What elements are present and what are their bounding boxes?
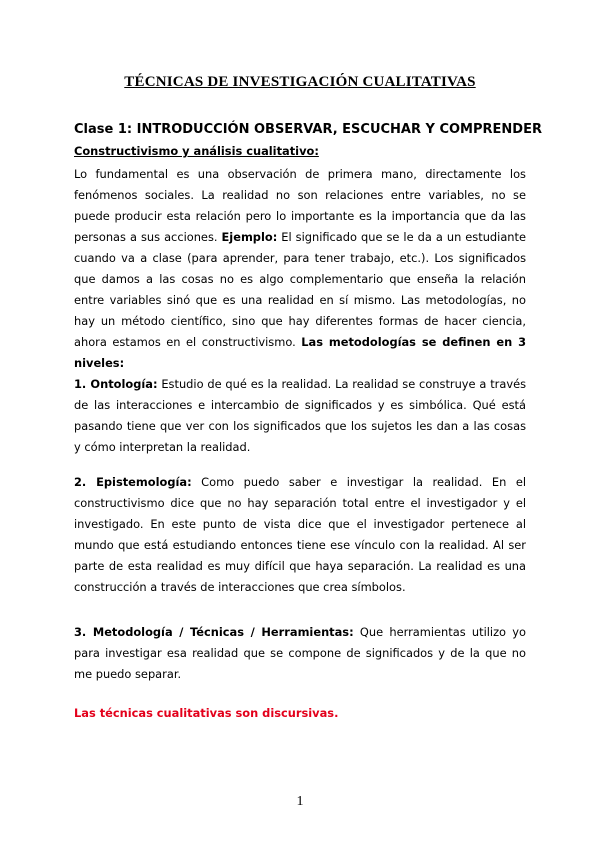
methodology-paragraph <box>74 622 526 685</box>
epistemology-paragraph <box>74 472 526 598</box>
class-heading: Clase 1: INTRODUCCIÓN OBSERVAR, ESCUCHAR Y COMPRENDER <box>74 122 542 137</box>
epistemology-text: Como puedo saber e investigar la realidad. En el constructivismo dice que no hay separación total entre el investigador y el investigado. En este punto de vista dice que el investigador pertenece al mundo que está estudiando entonces tiene ese vínculo con la realidad. Al ser parte de esta realidad es muy difícil que haya separación. La realidad es una construcción a través de interacciones que crea símbolos. <box>74 475 526 594</box>
epistemology-label: 2. Epistemología: <box>74 475 192 489</box>
intro-text-2: El significado que se le da a un estudiante cuando va a clase (para aprender, para tener trabajo, etc.). Los significados que damos a las cosas no es algo complementario que enseña la relación entre variables sinó que es una realidad en sí mismo. Las metodologías, no hay un método científico, sino que hay diferentes formas de hacer ciencia, ahora estamos en el constructivismo. <box>74 230 526 349</box>
ontology-label: 1. Ontología: <box>74 377 158 391</box>
intro-text-1: Lo fundamental es una observación de primera mano, directamente los fenómenos sociales. La realidad no son relaciones entre variables, no se puede producir esta relación pero lo importante es la importancia que da las personas a sus acciones. <box>74 167 526 244</box>
document-title: TÉCNICAS DE INVESTIGACIÓN CUALITATIVAS <box>124 74 476 90</box>
methodology-label: 3. Metodología / Técnicas / Herramientas: <box>74 625 354 639</box>
section-subheading: Constructivismo y análisis cualitativo: <box>74 144 319 158</box>
closing-statement: Las técnicas cualitativas son discursivas. <box>74 706 339 720</box>
ontology-text: Estudio de qué es la realidad. La realidad se construye a través de las interacciones e intercambio de significados y es simbólica. Qué está pasando tiene que ver con los significados que los sujetos les dan a las cosas y cómo interpretan la realidad. <box>74 377 527 454</box>
levels-intro: Las metodologías se definen en 3 niveles: <box>74 335 527 370</box>
page-number: 1 <box>296 794 304 809</box>
ontology-paragraph <box>74 374 526 458</box>
example-label: Ejemplo: <box>221 230 278 244</box>
methodology-text: Que herramientas utilizo yo para investigar esa realidad que se compone de significados y de la que no me puedo separar. <box>74 625 527 681</box>
intro-paragraph <box>74 164 526 374</box>
